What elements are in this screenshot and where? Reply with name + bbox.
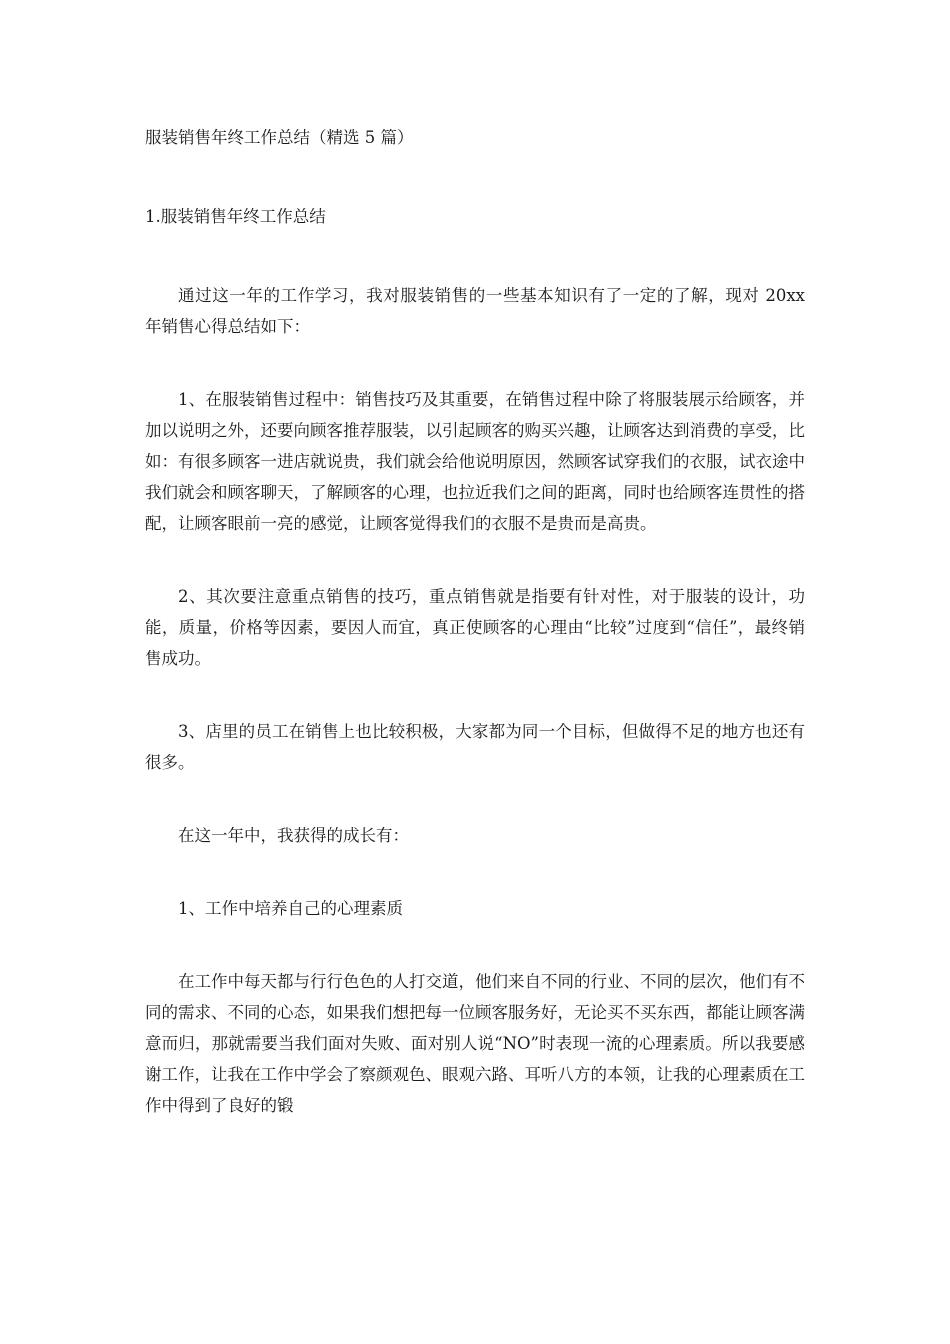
- document-body: [145, 122, 805, 1163]
- document-title: 服装销售年终工作总结（精选 5 篇）: [145, 128, 414, 147]
- paragraph-point-1: 1、在服装销售过程中：销售技巧及其重要，在销售过程中除了将服装展示给顾客，并加以说明之外，还要向顾客推荐服装，以引起顾客的购买兴趣，让顾客达到消费的享受，比如：有很多顾客一进店就说贵，我们就会给他说明原因，然顾客试穿我们的衣服，试衣途中我们就会和顾客聊天，了解顾客的心理，也拉近我们之间的距离，同时也给顾客连贯性的搭配，让顾客眼前一亮的感觉，让顾客觉得我们的衣服不是贵而是高贵。: [145, 390, 805, 533]
- paragraph-growth-intro: 在这一年中，我获得的成长有：: [178, 826, 409, 845]
- paragraph-point-2: 2、其次要注意重点销售的技巧，重点销售就是指要有针对性，对于服装的设计，功能，质量，价格等因素，要因人而宜，真正使顾客的心理由“比较”过度到“信任”，最终销售成功。: [145, 587, 805, 668]
- section-heading: 1.服装销售年终工作总结: [145, 207, 326, 226]
- paragraph-intro: 通过这一年的工作学习，我对服装销售的一些基本知识有了一定的了解，现对 20xx 年销售心得总结如下：: [145, 286, 805, 336]
- paragraph-growth-body: 在工作中每天都与行行色色的人打交道，他们来自不同的行业、不同的层次，他们有不同的需求、不同的心态，如果我们想把每一位顾客服务好，无论买不买东西，都能让顾客满意而归，那就需要当我们面对失败、面对别人说“NO”时表现一流的心理素质。所以我要感谢工作，让我在工作中学会了察颜观色、眼观六路、耳听八方的本领，让我的心理素质在工作中得到了良好的锻: [145, 972, 805, 1115]
- paragraph-growth-heading: 1、工作中培养自己的心理素质: [178, 899, 403, 918]
- paragraph-point-3: 3、店里的员工在销售上也比较积极，大家都为同一个目标，但做得不足的地方也还有很多。: [145, 722, 805, 772]
